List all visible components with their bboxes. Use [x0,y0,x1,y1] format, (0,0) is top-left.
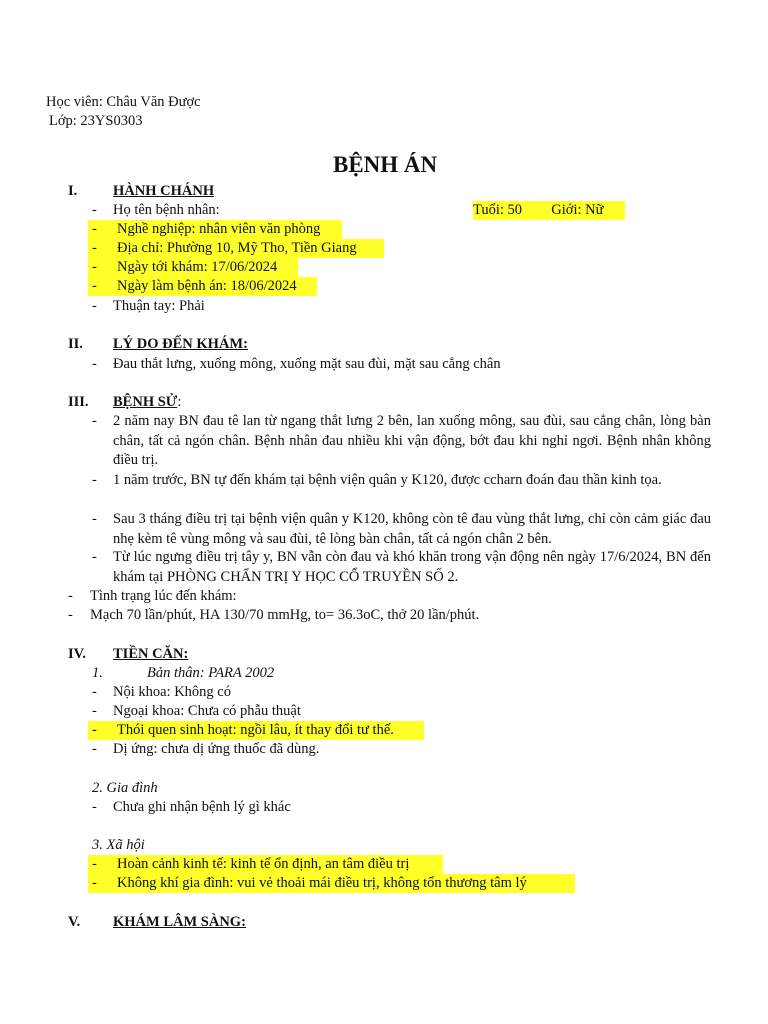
bullet-dash: - [92,221,97,237]
occupation: Nghề nghiệp: nhân viên văn phòng [117,221,321,237]
section-5-title: KHÁM LÂM SÀNG: [113,914,246,930]
economy-line [88,855,443,874]
family-atmosphere: Không khí gia đình: vui vẻ thoải mái điều trị, không tổn thương tâm lý [117,875,527,891]
section-3-heading [113,393,181,412]
vital-signs: Mạch 70 lần/phút, HA 130/70 mmHg, to= 36.3oC, thở 20 lần/phút. [90,607,480,623]
bullet-dash: - [92,684,97,700]
subsection-1-number: 1. [92,665,103,681]
habit-line [88,721,424,740]
bullet-dash: - [92,356,97,372]
section-2-number: II. [68,336,83,352]
bullet-dash: - [92,875,97,891]
history-paragraph-2: 1 năm trước, BN tự đến khám tại bệnh viện quân y K120, được ccharn đoán đau thần kinh tọa. [113,472,662,488]
bullet-dash: - [92,413,97,429]
address: Địa chỉ: Phường 10, Mỹ Tho, Tiền Giang [117,240,357,256]
section-1-title: HÀNH CHÁNH [113,183,215,199]
section-2-title: LÝ DO ĐẾN KHÁM: [113,336,248,352]
history-paragraph-3: Sau 3 tháng điều trị tại bệnh viện quân y K120, không còn tê đau vùng thắt lưng, chỉ còn cảm giác đau nhẹ kèm tê vùng mông và sau đùi, tê lòng bàn chân, tất cả ngón chân 2 bên. [113,511,711,547]
bullet-dash: - [92,549,97,565]
subsection-2-title: 2. Gia đình [92,780,158,796]
job-line [88,220,342,239]
visit-date: Ngày tới khám: 17/06/2024 [117,259,278,275]
section-3-colon: : [177,394,182,410]
bullet-dash: - [92,278,97,294]
bullet-dash: - [92,856,97,872]
patient-name-label: Họ tên bệnh nhân: [113,202,220,218]
section-3-title: BỆNH SỬ [113,394,178,410]
student-name: Học viên: Châu Văn Được [46,94,201,110]
economic-situation: Hoàn cảnh kinh tế: kinh tế ổn định, an tâm điều trị [117,856,410,872]
record-date: Ngày làm bệnh án: 18/06/2024 [117,278,297,294]
visit-reason: Đau thắt lưng, xuống mông, xuống mặt sau đùi, mặt sau cẳng chân [113,356,501,372]
internal-history: Nội khoa: Không có [113,684,231,700]
bullet-dash: - [92,799,97,815]
bullet-dash: - [92,259,97,275]
bullet-dash: - [68,607,73,623]
status-on-arrival: Tình trạng lúc đến khám: [90,588,237,604]
section-1-number: I. [68,183,78,199]
section-4-title: TIỀN CĂN: [113,646,189,662]
record-date-line [88,277,317,296]
age-gender-line [473,201,625,220]
gender-field: Giới: Nữ [551,202,604,218]
subsection-1-title: Bản thân: PARA 2002 [147,665,275,681]
section-4-number: IV. [68,646,86,662]
bullet-dash: - [92,240,97,256]
family-atmosphere-line [88,874,575,893]
bullet-dash: - [92,511,97,527]
bullet-dash: - [92,298,97,314]
bullet-dash: - [92,472,97,488]
handedness: Thuận tay: Phải [113,298,205,314]
lifestyle-habits: Thói quen sinh hoạt: ngồi lâu, ít thay đổi tư thế. [117,722,394,738]
section-5-number: V. [68,914,81,930]
class-code: Lớp: 23YS0303 [49,113,143,129]
address-line [88,239,384,258]
family-history: Chưa ghi nhận bệnh lý gì khác [113,799,291,815]
bullet-dash: - [92,703,97,719]
history-paragraph-1: 2 năm nay BN đau tê lan từ ngang thắt lưng 2 bên, lan xuống mông, sau đùi, sau cẳng chân, lòng bàn chân, tất cả ngón chân. Bệnh nhân đau nhiều khi vận động, bớt đau khi nghỉ ngơi. Bệnh nhân không điều trị. [113,413,711,468]
bullet-dash: - [68,588,73,604]
bullet-dash: - [92,741,97,757]
subsection-3-title: 3. Xã hội [92,837,145,853]
bullet-dash: - [92,722,97,738]
bullet-dash: - [92,202,97,218]
history-paragraph-4: Từ lúc ngưng điều trị tây y, BN vẫn còn đau và khó khăn trong vận động nên ngày 17/6/2024, BN đến khám tại PHÒNG CHẨN TRỊ Y HỌC CỔ TRUYỀN SỐ 2. [113,549,711,585]
document-title: BỆNH ÁN [333,152,438,177]
section-3-number: III. [68,394,89,410]
age-field: Tuổi: 50 [473,202,523,218]
allergy-history: Dị ứng: chưa dị ứng thuốc đã dùng. [113,741,320,757]
visit-date-line [88,258,298,277]
surgical-history: Ngoại khoa: Chưa có phẫu thuật [113,703,301,719]
